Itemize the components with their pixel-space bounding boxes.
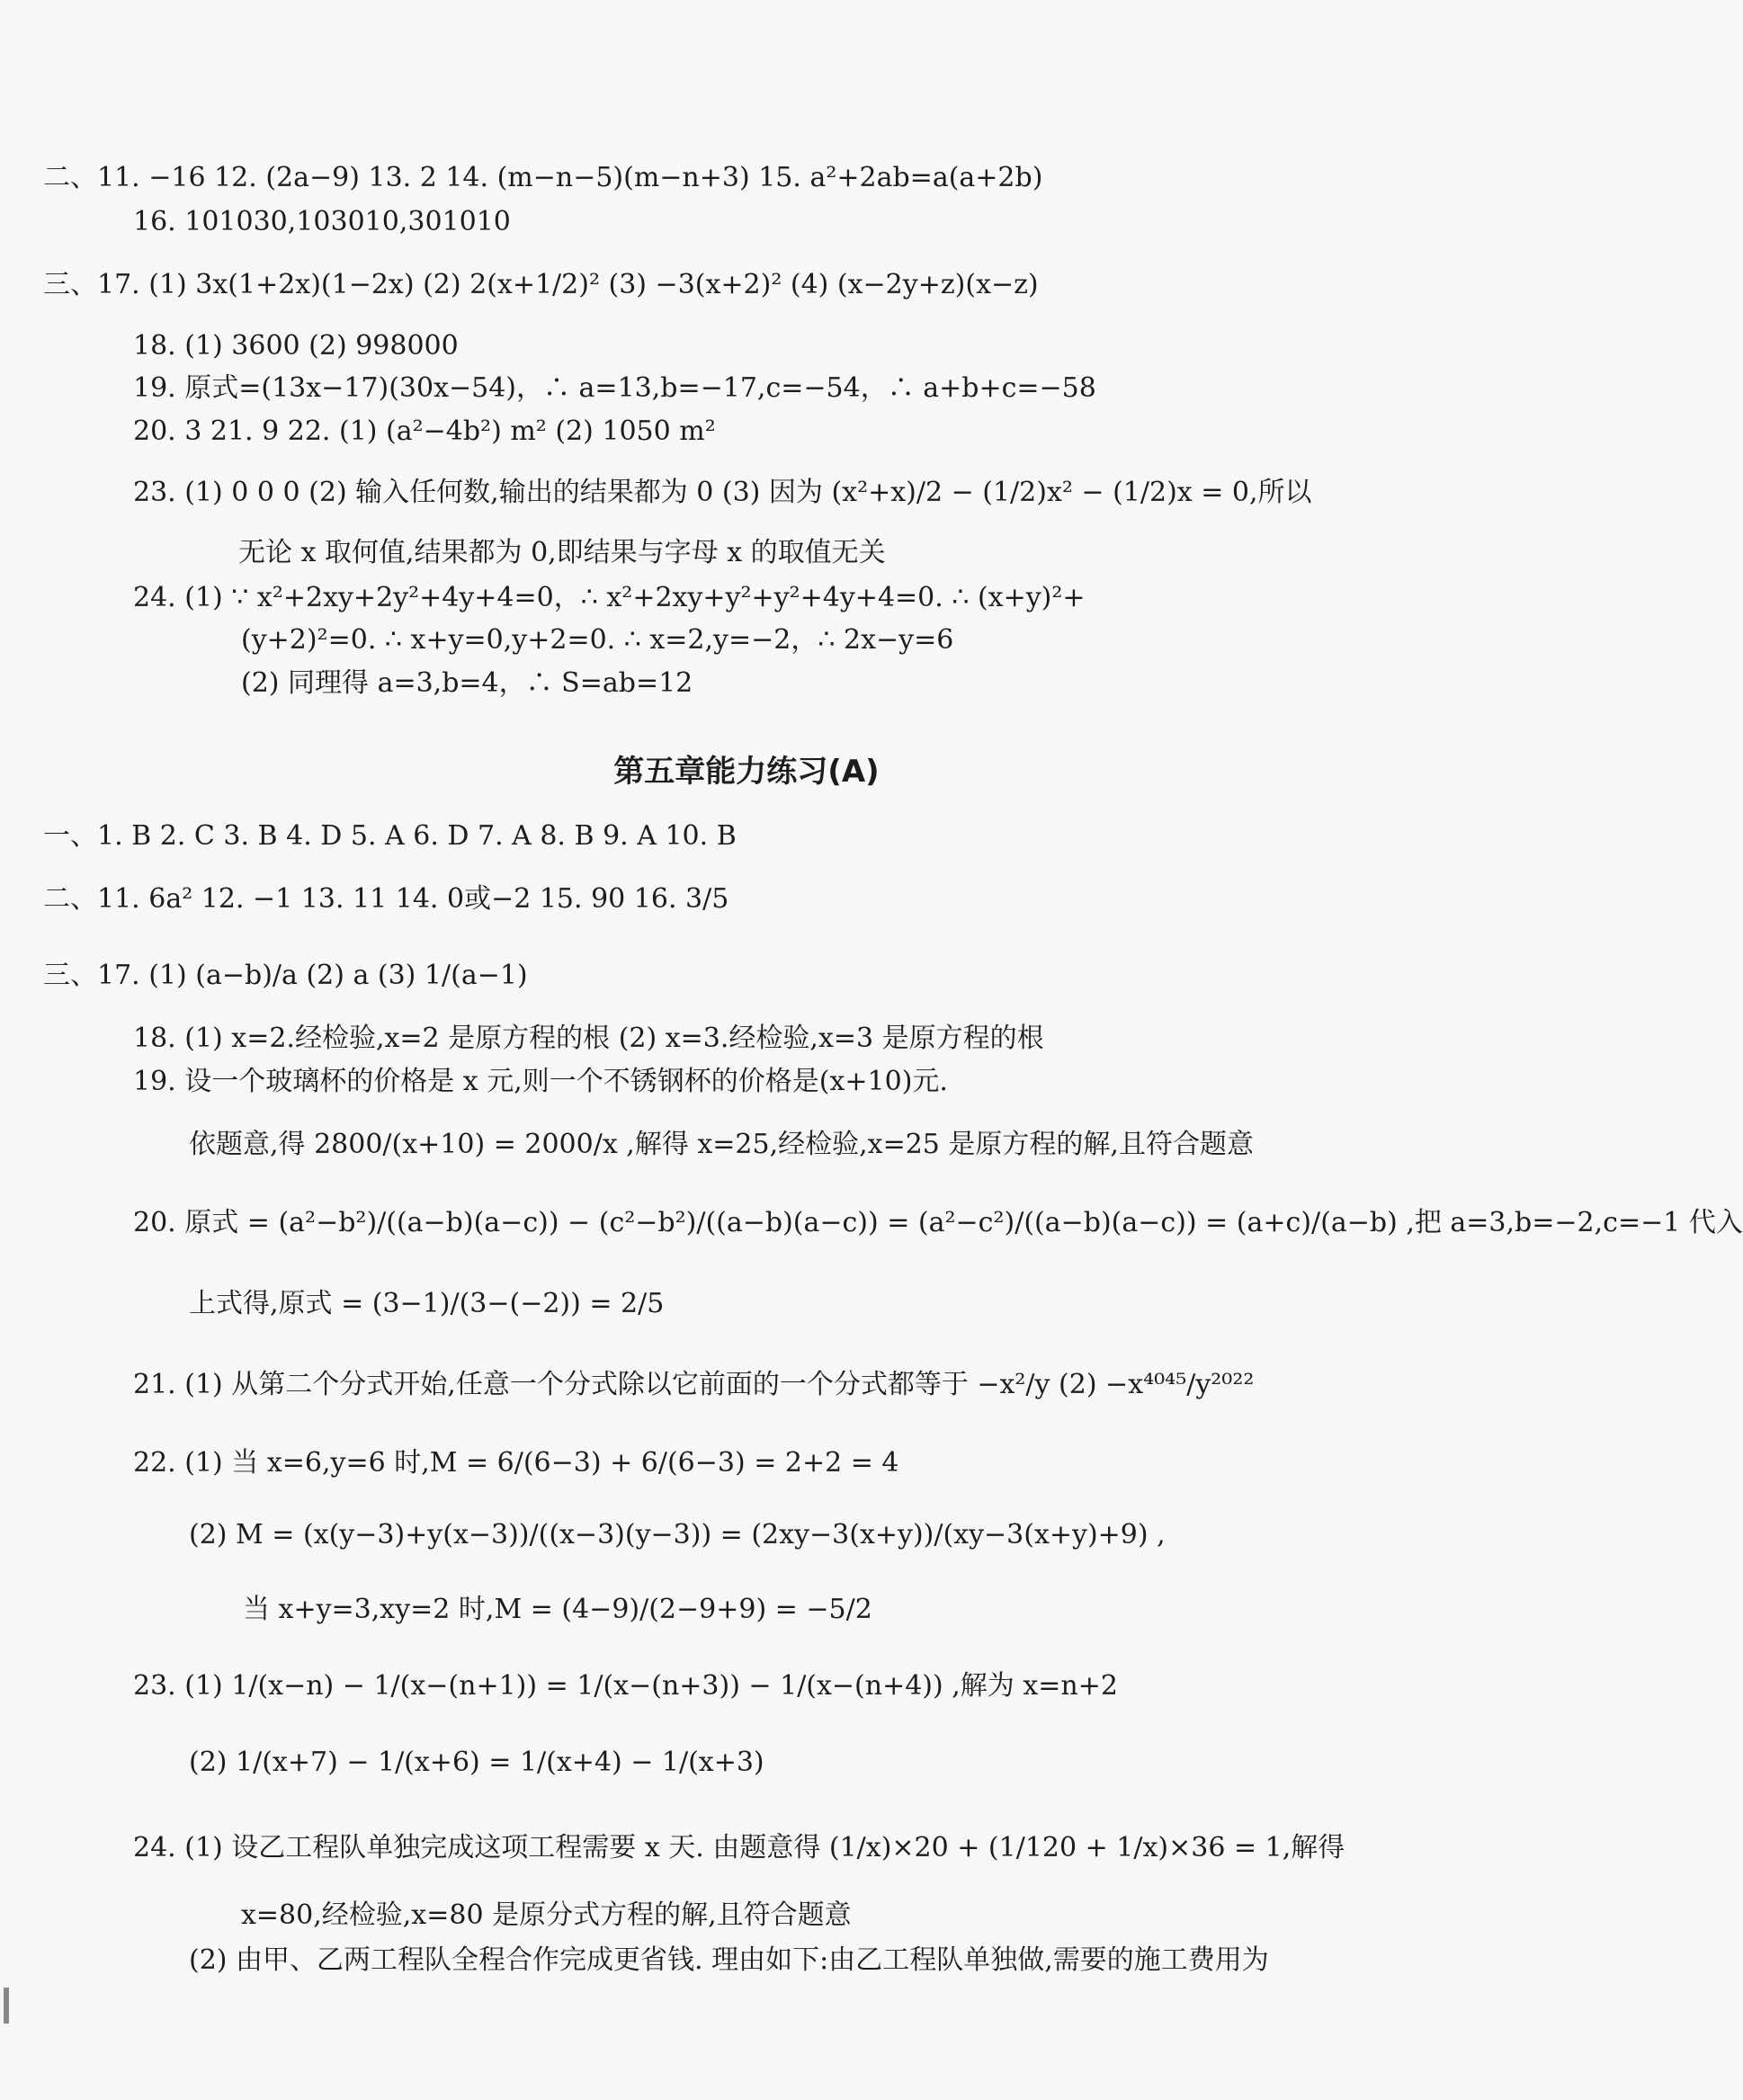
answer-line: 上式得,原式 = (3−1)/(3−(−2)) = 2/5 bbox=[189, 1288, 665, 1319]
answer-line: 19. 设一个玻璃杯的价格是 x 元,则一个不锈钢杯的价格是(x+10)元. bbox=[133, 1066, 948, 1097]
answer-line: (2) 由甲、乙两工程队全程合作完成更省钱. 理由如下:由乙工程队单独做,需要的施工费用为 bbox=[189, 1944, 1269, 1976]
answer-line: (2) 1/(x+7) − 1/(x+6) = 1/(x+4) − 1/(x+3) bbox=[189, 1747, 764, 1778]
chapter-heading: 第五章能力练习(A) bbox=[613, 754, 880, 790]
answer-line: x=80,经检验,x=80 是原分式方程的解,且符合题意 bbox=[241, 1899, 852, 1931]
answer-line: 依题意,得 2800/(x+10) = 2000/x ,解得 x=25,经检验,x=25 是原方程的解,且符合题意 bbox=[189, 1129, 1254, 1160]
answer-line: 三、17. (1) (a−b)/a (2) a (3) 1/(a−1) bbox=[43, 960, 528, 991]
answer-line: 24. (1) ∵ x²+2xy+2y²+4y+4=0，∴ x²+2xy+y²+y²+4y+4=0. ∴ (x+y)²+ bbox=[133, 582, 1086, 613]
answer-line: 无论 x 取何值,结果都为 0,即结果与字母 x 的取值无关 bbox=[238, 537, 886, 568]
answer-line: 三、17. (1) 3x(1+2x)(1−2x) (2) 2(x+1/2)² (3) −3(x+2)² (4) (x−2y+z)(x−z) bbox=[43, 269, 1039, 300]
answer-line: 20. 3 21. 9 22. (1) (a²−4b²) m² (2) 1050 m² bbox=[133, 416, 716, 447]
answer-line: 18. (1) x=2.经检验,x=2 是原方程的根 (2) x=3.经检验,x=3 是原方程的根 bbox=[133, 1023, 1044, 1054]
answer-line: (y+2)²=0. ∴ x+y=0,y+2=0. ∴ x=2,y=−2，∴ 2x−y=6 bbox=[241, 624, 954, 656]
answer-line: 二、11. 6a² 12. −1 13. 11 14. 0或−2 15. 90 16. 3/5 bbox=[43, 883, 729, 915]
answer-line: 23. (1) 1/(x−n) − 1/(x−(n+1)) = 1/(x−(n+3)) − 1/(x−(n+4)) ,解为 x=n+2 bbox=[133, 1670, 1118, 1702]
answer-line: 当 x+y=3,xy=2 时,M = (4−9)/(2−9+9) = −5/2 bbox=[243, 1594, 872, 1625]
page-edge-mark bbox=[4, 1988, 9, 2024]
answer-line: 18. (1) 3600 (2) 998000 bbox=[133, 330, 459, 362]
answer-line: 23. (1) 0 0 0 (2) 输入任何数,输出的结果都为 0 (3) 因为 (x²+x)/2 − (1/2)x² − (1/2)x = 0,所以 bbox=[133, 477, 1312, 508]
answer-line: 21. (1) 从第二个分式开始,任意一个分式除以它前面的一个分式都等于 −x²/y (2) −x⁴⁰⁴⁵/y²⁰²² bbox=[133, 1369, 1255, 1400]
answer-line: 16. 101030,103010,301010 bbox=[133, 206, 511, 237]
answer-line: 二、11. −16 12. (2a−9) 13. 2 14. (m−n−5)(m−n+3) 15. a²+2ab=a(a+2b) bbox=[43, 162, 1043, 193]
answer-line: 24. (1) 设乙工程队单独完成这项工程需要 x 天. 由题意得 (1/x)×20 + (1/120 + 1/x)×36 = 1,解得 bbox=[133, 1832, 1345, 1863]
answer-line: 20. 原式 = (a²−b²)/((a−b)(a−c)) − (c²−b²)/((a−b)(a−c)) = (a²−c²)/((a−b)(a−c)) = (a+c)/(a−b) ,把 a=3,b=−2,c=−1 代入 bbox=[133, 1207, 1743, 1238]
answer-line: (2) M = (x(y−3)+y(x−3))/((x−3)(y−3)) = (2xy−3(x+y))/(xy−3(x+y)+9) , bbox=[189, 1519, 1166, 1550]
answer-line: (2) 同理得 a=3,b=4，∴ S=ab=12 bbox=[241, 667, 693, 699]
answer-line: 19. 原式=(13x−17)(30x−54)，∴ a=13,b=−17,c=−54，∴ a+b+c=−58 bbox=[133, 372, 1096, 404]
answer-line: 22. (1) 当 x=6,y=6 时,M = 6/(6−3) + 6/(6−3) = 2+2 = 4 bbox=[133, 1447, 899, 1479]
answer-line: 一、1. B 2. C 3. B 4. D 5. A 6. D 7. A 8. B 9. A 10. B bbox=[43, 820, 737, 852]
